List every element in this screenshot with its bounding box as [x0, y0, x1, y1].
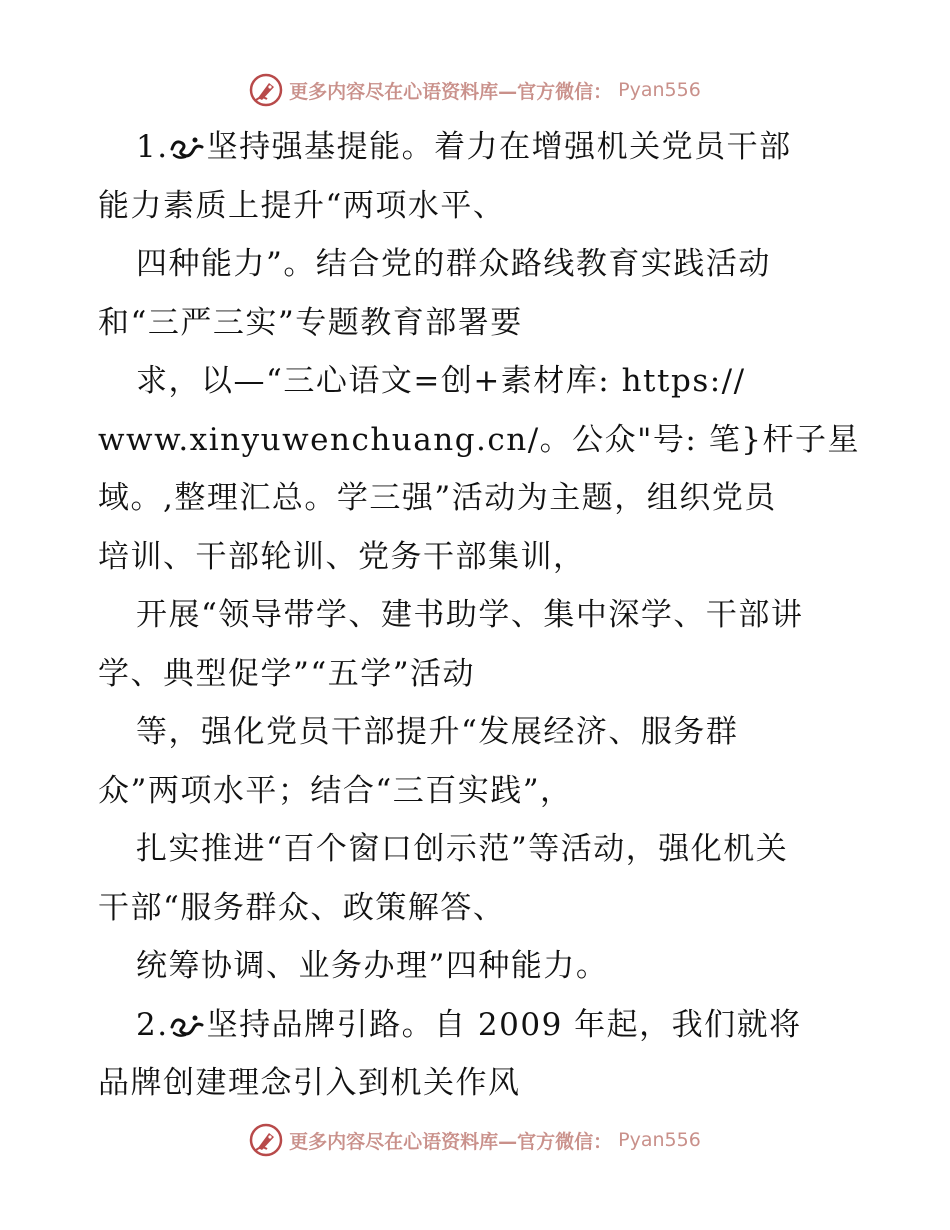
text-line	[98, 820, 868, 879]
watermark-text: 更多内容尽在心语资料库—官方微信：	[289, 1130, 613, 1153]
watermark-text: 更多内容尽在心语资料库—官方微信：	[289, 80, 613, 103]
squiggle-bullet-icon	[169, 122, 205, 152]
line-text: 等，强化党员干部提升“发展经济、服务群	[136, 714, 739, 750]
squiggle-bullet-icon	[169, 1000, 205, 1030]
line-text: 四种能力”。结合党的群众路线教育实践活动	[136, 246, 771, 282]
line-text: 开展“领导带学、建书助学、集中深学、干部讲	[136, 597, 804, 633]
text-line	[98, 411, 868, 470]
text-line	[98, 879, 868, 938]
document-body	[98, 118, 868, 1113]
line-text: 干部“服务群众、政策解答、	[98, 889, 506, 926]
line-text: 和“三严三实”专题教育部署要	[98, 304, 523, 341]
line-text: 培训、干部轮训、党务干部集训，	[98, 538, 586, 575]
watermark-contact: Pyan556	[618, 1129, 701, 1151]
line-text: 品牌创建理念引入到机关作风	[98, 1065, 521, 1101]
line-text: 扎实推进“百个窗口创示范”等活动，强化机关	[136, 831, 789, 867]
text-line	[98, 177, 868, 236]
text-line	[98, 1054, 868, 1113]
line-text: 众”两项水平；结合“三百实践”，	[98, 772, 573, 809]
header-watermark	[0, 70, 950, 110]
line-text: 求，以—“三心语文=创+素材库: https://	[136, 363, 746, 399]
pen-nib-logo-icon	[249, 73, 283, 107]
text-line	[98, 762, 868, 821]
text-line	[98, 645, 868, 704]
text-line	[98, 586, 868, 645]
list-number: 1.	[136, 129, 169, 165]
text-line	[98, 469, 868, 528]
line-text: 能力素质上提升“两项水平、	[98, 187, 506, 224]
text-line	[98, 294, 868, 353]
pen-nib-logo-icon	[249, 1123, 283, 1157]
text-line	[98, 703, 868, 762]
watermark-contact: Pyan556	[618, 79, 701, 101]
line-text: www.xinyuwenchuang.cn/。公众"号: 笔}杆子星	[98, 421, 860, 458]
list-number: 2.	[136, 1006, 169, 1043]
text-line	[98, 528, 868, 587]
text-line	[98, 937, 868, 996]
text-line	[98, 235, 868, 294]
text-line	[98, 352, 868, 411]
line-text: 学、典型促学”“五学”活动	[98, 655, 476, 692]
line-text: 统筹协调、业务办理”四种能力。	[136, 948, 609, 984]
footer-watermark	[0, 1120, 950, 1160]
text-line	[98, 996, 868, 1055]
line-text: 坚持强基提能。着力在增强机关党员干部	[206, 129, 792, 165]
line-text: 坚持品牌引路。自 2009 年起，我们就将	[206, 1006, 802, 1043]
line-text: 域。,整理汇总。学三强”活动为主题，组织党员	[98, 480, 777, 516]
text-line	[98, 118, 868, 177]
